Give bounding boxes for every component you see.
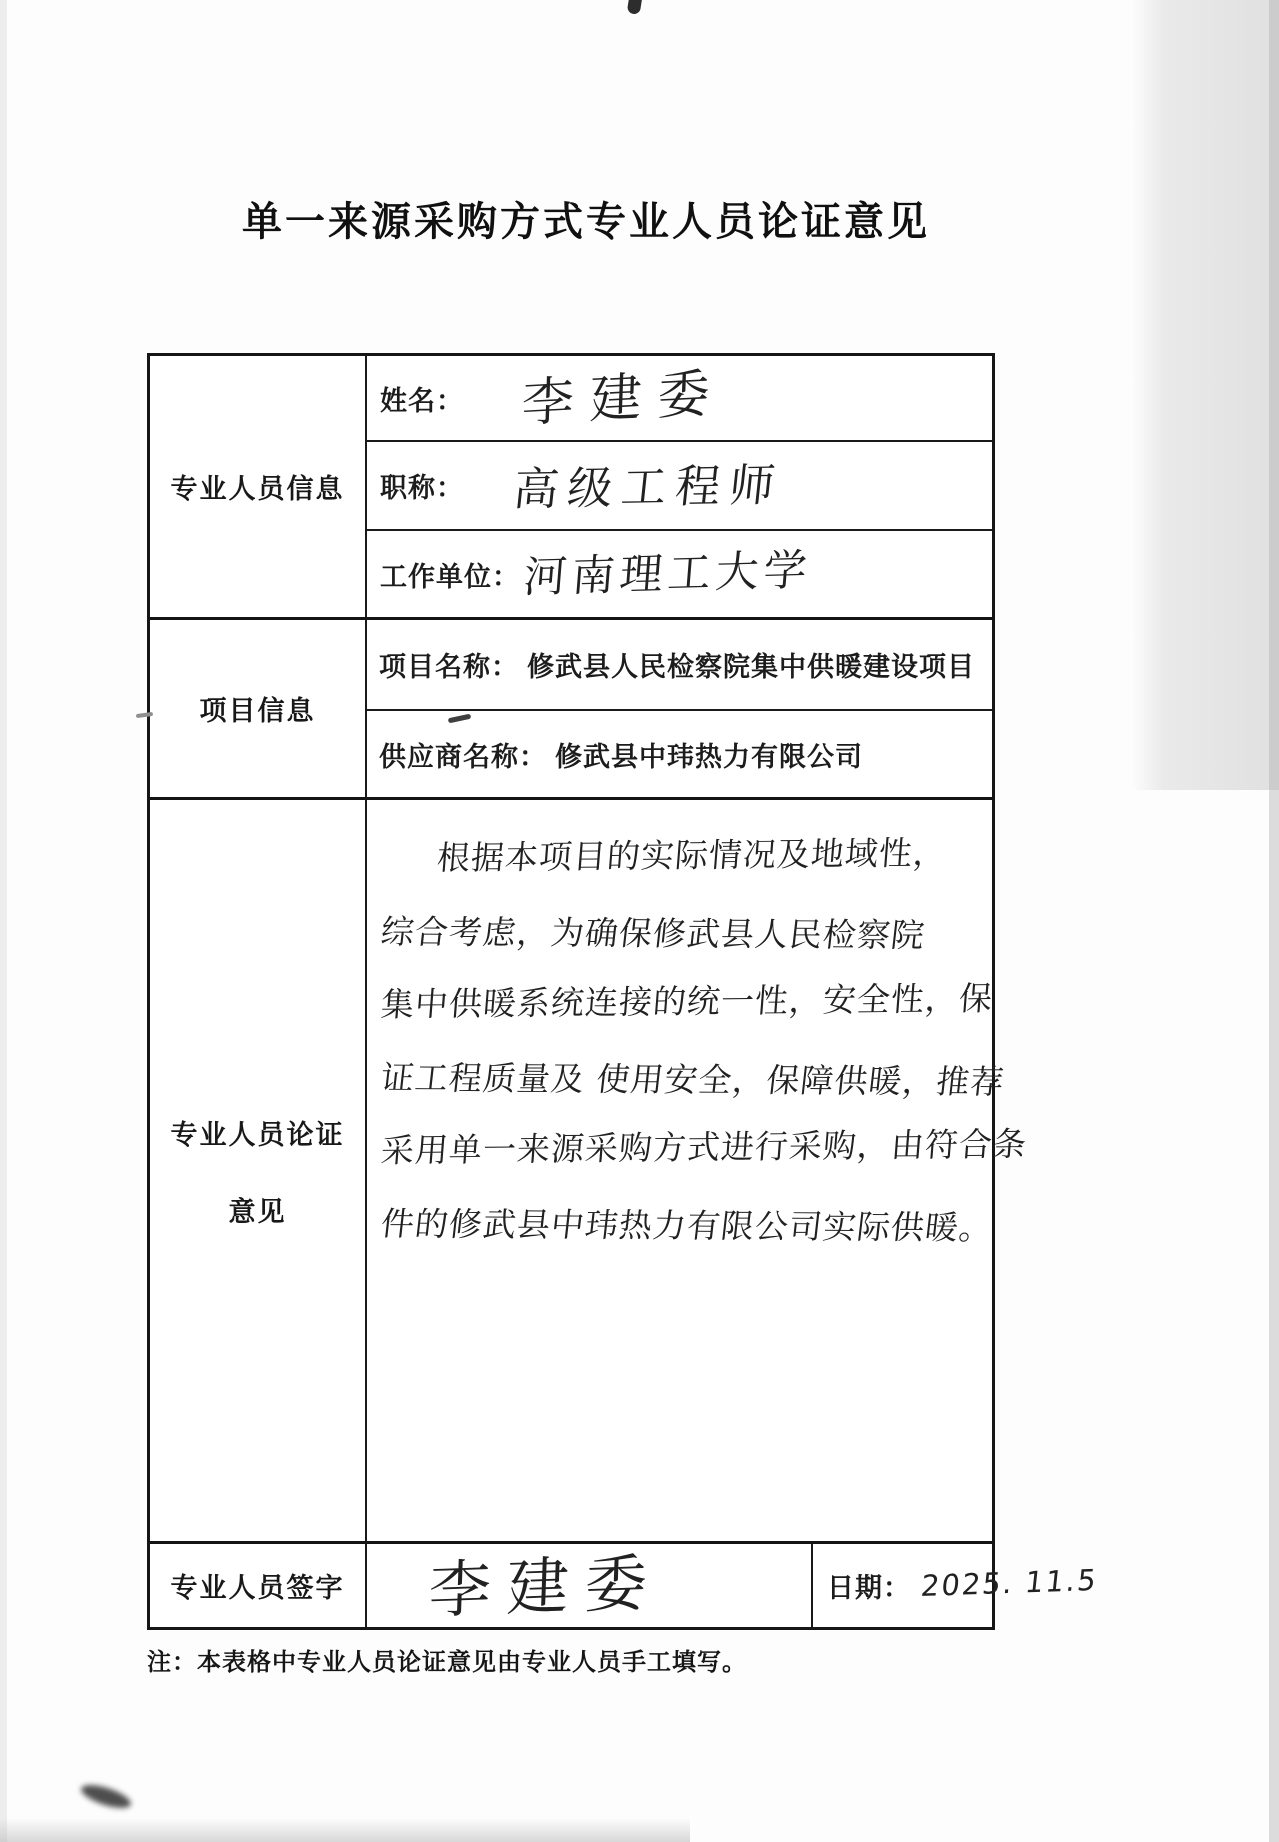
opinion-line-2: 综合考虑，为确保修武县人民检察院 — [378, 912, 928, 955]
opinion-section-label — [150, 800, 367, 1544]
personnel-section-label-text: 专业人员信息 — [170, 474, 345, 504]
signature-handwritten: 李建委 — [427, 1545, 664, 1628]
title-handwritten-value: 高级工程师 — [510, 458, 787, 517]
opinion-line-4: 证工程质量及 使用安全，保障供暖，推荐 — [378, 1058, 1007, 1102]
date-label: 日期： — [827, 1573, 911, 1603]
project-section-label — [150, 620, 367, 800]
name-row — [367, 356, 992, 442]
project-section-label-text: 项目信息 — [199, 696, 316, 726]
title-label: 职称： — [380, 473, 464, 503]
signature-section-label-text: 专业人员签字 — [170, 1573, 345, 1603]
scan-mark-top — [627, 0, 643, 15]
title-row — [367, 442, 992, 531]
opinion-section-label-line1: 专业人员论证 — [170, 1119, 345, 1150]
project-name-label: 项目名称： — [379, 652, 519, 682]
opinion-line-5: 采用单一来源采购方式进行采购，由符合条 — [379, 1124, 1029, 1171]
opinion-line-6: 件的修武县中玮热力有限公司实际供暖。 — [378, 1204, 996, 1248]
supplier-name-value: 修武县中玮热力有限公司 — [555, 741, 863, 772]
opinion-section-label-line2: 意见 — [228, 1196, 287, 1227]
signature-section-label — [150, 1544, 367, 1627]
project-name-row — [367, 620, 992, 711]
scan-edge-bottom — [0, 1818, 690, 1842]
personnel-section-label — [150, 356, 367, 620]
scan-edge-right-band — [1131, 0, 1279, 790]
scan-smudge-bottom-left — [79, 1780, 134, 1812]
form-table — [147, 353, 1100, 1630]
work-unit-handwritten-value: 河南理工大学 — [521, 544, 814, 603]
supplier-name-label: 供应商名称： — [379, 741, 547, 772]
project-name-value: 修武县人民检察院集中供暖建设项目 — [527, 652, 975, 682]
name-handwritten-value: 李建委 — [520, 362, 727, 434]
opinion-line-3: 集中供暖系统连接的统一性，安全性，保 — [379, 978, 995, 1025]
supplier-name-row — [367, 711, 992, 800]
work-unit-label: 工作单位： — [380, 561, 520, 592]
date-handwritten-value: 2025. 11.5 — [919, 1562, 1100, 1603]
work-unit-row — [367, 531, 992, 620]
opinion-handwritten-text — [367, 800, 1029, 1544]
name-label: 姓名： — [380, 385, 464, 416]
footer-note: 注：本表格中专业人员论证意见由专业人员手工填写。 — [147, 1649, 747, 1676]
scan-edge-right-strip — [1269, 0, 1279, 1842]
signature-cell — [367, 1544, 813, 1627]
document-title: 单一来源采购方式专业人员论证意见 — [242, 199, 930, 244]
opinion-line-1: 根据本项目的实际情况及地域性， — [435, 833, 949, 878]
date-cell — [813, 1544, 1100, 1627]
scan-edge-left-strip — [0, 0, 7, 1842]
